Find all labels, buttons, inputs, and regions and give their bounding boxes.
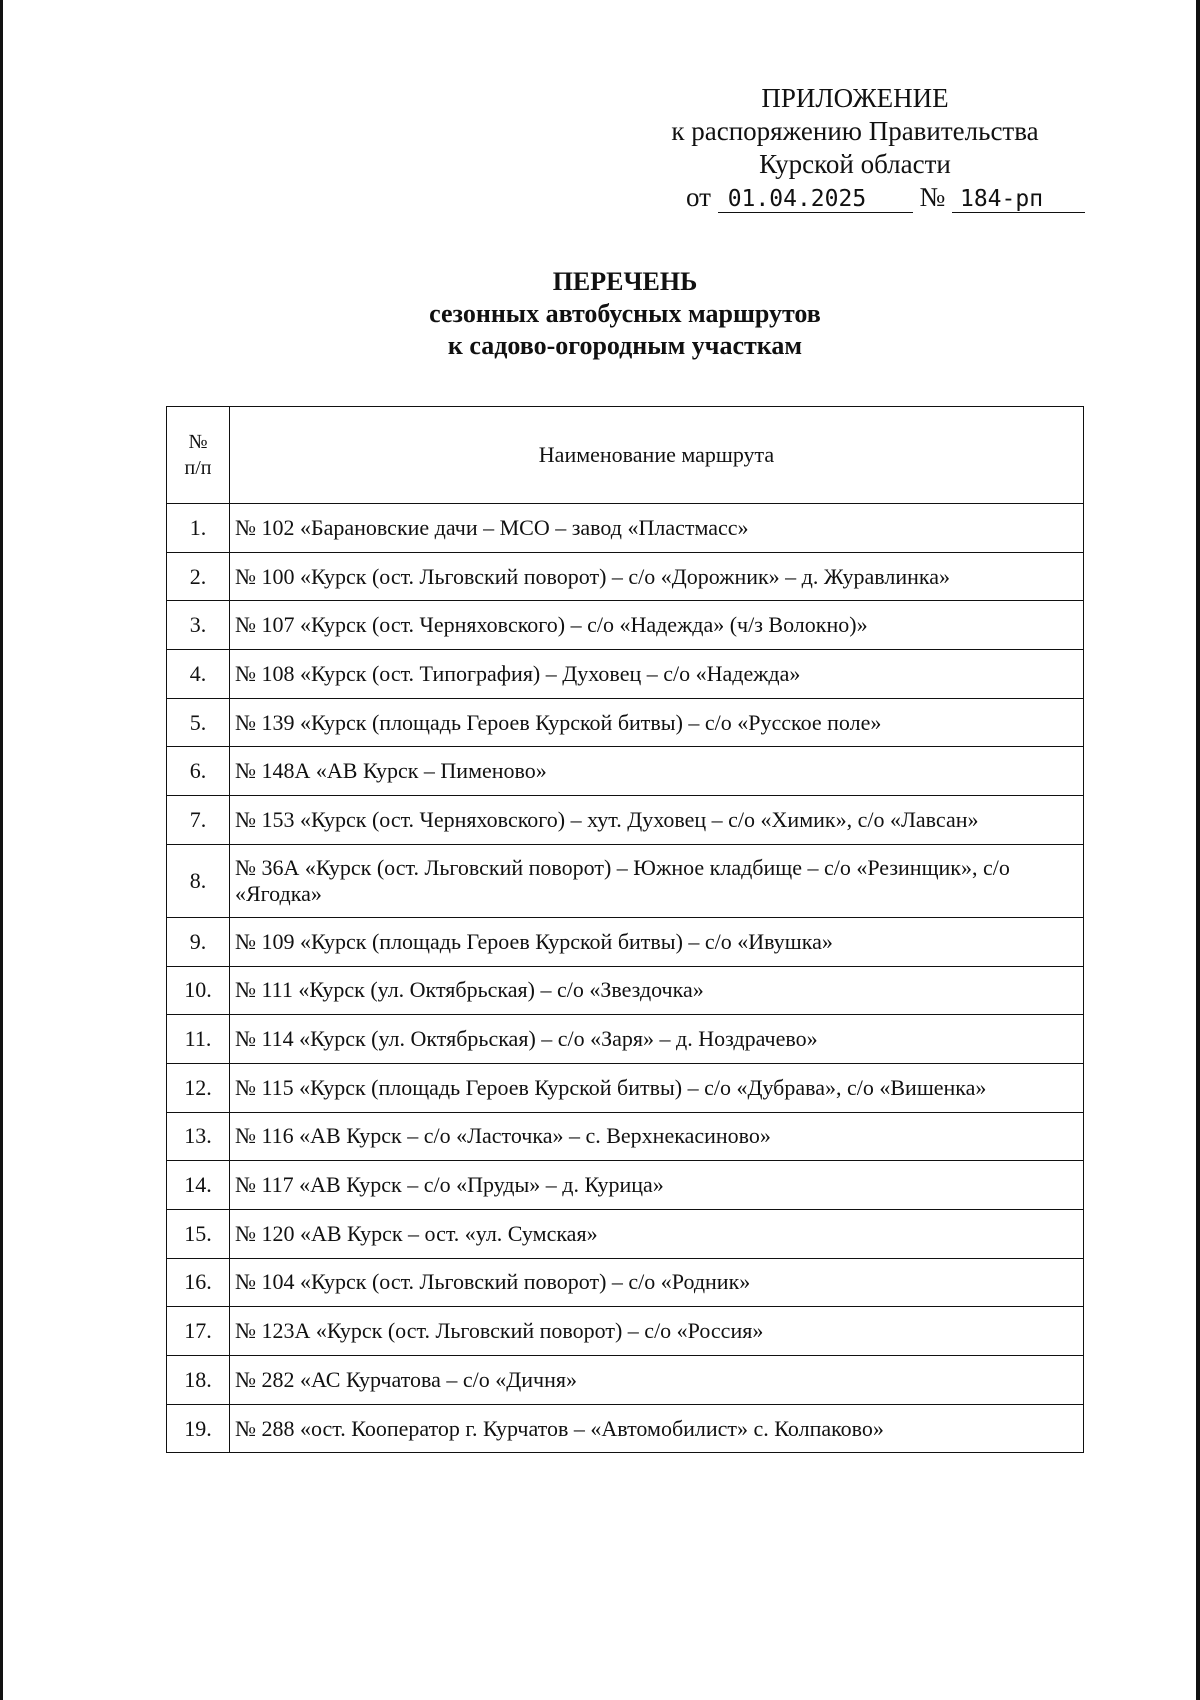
order-date: 01.04.2025	[718, 186, 913, 213]
route-name: № 104 «Курск (ост. Льговский поворот) – с/о «Родник»	[230, 1258, 1084, 1307]
route-name: № 115 «Курск (площадь Героев Курской битвы) – с/о «Дубрава», с/о «Вишенка»	[230, 1063, 1084, 1112]
row-number: 16.	[167, 1258, 230, 1307]
header-name-cell: Наименование маршрута	[230, 407, 1084, 504]
route-name: № 116 «АВ Курск – с/о «Ласточка» – с. Верхнекасиново»	[230, 1112, 1084, 1161]
table-row	[167, 504, 1084, 553]
table-row	[167, 601, 1084, 650]
header-num-symbol: №	[188, 431, 208, 453]
route-name: № 282 «АС Курчатова – с/о «Дичня»	[230, 1356, 1084, 1405]
row-number: 5.	[167, 698, 230, 747]
title-line-1: ПЕРЕЧЕНЬ	[552, 267, 698, 296]
table-row	[167, 650, 1084, 699]
table-row	[167, 1161, 1084, 1210]
route-name: № 109 «Курск (площадь Героев Курской битвы) – с/о «Ивушка»	[230, 917, 1084, 966]
route-name: № 117 «АВ Курск – с/о «Пруды» – д. Курица»	[230, 1161, 1084, 1210]
title-line-2: сезонных автобусных маршрутов	[429, 299, 821, 328]
route-name: № 36А «Курск (ост. Льговский поворот) – Южное кладбище – с/о «Резинщик», с/о «Ягодка»	[230, 844, 1084, 917]
row-number: 1.	[167, 504, 230, 553]
route-name: № 148А «АВ Курск – Пименово»	[230, 747, 1084, 796]
route-name: № 102 «Барановские дачи – МСО – завод «Пластмасс»	[230, 504, 1084, 553]
document-title	[300, 266, 950, 362]
row-number: 8.	[167, 844, 230, 917]
row-number: 4.	[167, 650, 230, 699]
route-name: № 107 «Курск (ост. Черняховского) – с/о «Надежда» (ч/з Волокно)»	[230, 601, 1084, 650]
table-row	[167, 796, 1084, 845]
appendix-to-order: к распоряжению Правительства	[671, 116, 1039, 146]
title-line-3: к садово-огородным участкам	[447, 331, 803, 360]
route-name: № 120 «АВ Курск – ост. «ул. Сумская»	[230, 1209, 1084, 1258]
table-row	[167, 1209, 1084, 1258]
scan-edge-right	[1196, 0, 1200, 1700]
row-number: 15.	[167, 1209, 230, 1258]
order-number: 184-рп	[952, 186, 1085, 213]
number-prefix: №	[919, 182, 946, 212]
route-name: № 100 «Курск (ост. Льговский поворот) – с/о «Дорожник» – д. Журавлинка»	[230, 552, 1084, 601]
route-name: № 153 «Курск (ост. Черняховского) – хут. Духовец – с/о «Химик», с/о «Лавсан»	[230, 796, 1084, 845]
route-name: № 123А «Курск (ост. Льговский поворот) – с/о «Россия»	[230, 1307, 1084, 1356]
row-number: 11.	[167, 1015, 230, 1064]
appendix-header	[620, 82, 1090, 214]
table-row	[167, 1112, 1084, 1161]
row-number: 3.	[167, 601, 230, 650]
row-number: 9.	[167, 917, 230, 966]
appendix-date-line	[620, 181, 1090, 214]
table-row	[167, 844, 1084, 917]
header-num-abbr: п/п	[184, 457, 212, 479]
row-number: 14.	[167, 1161, 230, 1210]
table-row	[167, 917, 1084, 966]
route-name: № 288 «ост. Кооператор г. Курчатов – «Автомобилист» с. Колпаково»	[230, 1404, 1084, 1453]
table-row	[167, 1063, 1084, 1112]
row-number: 17.	[167, 1307, 230, 1356]
table-row	[167, 966, 1084, 1015]
table-row	[167, 1015, 1084, 1064]
header-num-cell	[167, 407, 230, 504]
appendix-region: Курской области	[759, 149, 951, 179]
row-number: 6.	[167, 747, 230, 796]
appendix-label: ПРИЛОЖЕНИЕ	[761, 83, 949, 113]
row-number: 18.	[167, 1356, 230, 1405]
row-number: 10.	[167, 966, 230, 1015]
row-number: 12.	[167, 1063, 230, 1112]
route-name: № 139 «Курск (площадь Героев Курской битвы) – с/о «Русское поле»	[230, 698, 1084, 747]
row-number: 7.	[167, 796, 230, 845]
table-row	[167, 1404, 1084, 1453]
table-row	[167, 1258, 1084, 1307]
row-number: 2.	[167, 552, 230, 601]
routes-table	[166, 406, 1084, 1453]
table-row	[167, 1307, 1084, 1356]
route-name: № 114 «Курск (ул. Октябрьская) – с/о «Заря» – д. Ноздрачево»	[230, 1015, 1084, 1064]
row-number: 19.	[167, 1404, 230, 1453]
row-number: 13.	[167, 1112, 230, 1161]
table-row	[167, 1356, 1084, 1405]
scan-edge-left	[0, 0, 3, 1700]
table-row	[167, 698, 1084, 747]
route-name: № 108 «Курск (ост. Типография) – Духовец – с/о «Надежда»	[230, 650, 1084, 699]
table-header-row	[167, 407, 1084, 504]
date-prefix: от	[686, 182, 711, 212]
table-row	[167, 552, 1084, 601]
route-name: № 111 «Курск (ул. Октябрьская) – с/о «Звездочка»	[230, 966, 1084, 1015]
table-row	[167, 747, 1084, 796]
